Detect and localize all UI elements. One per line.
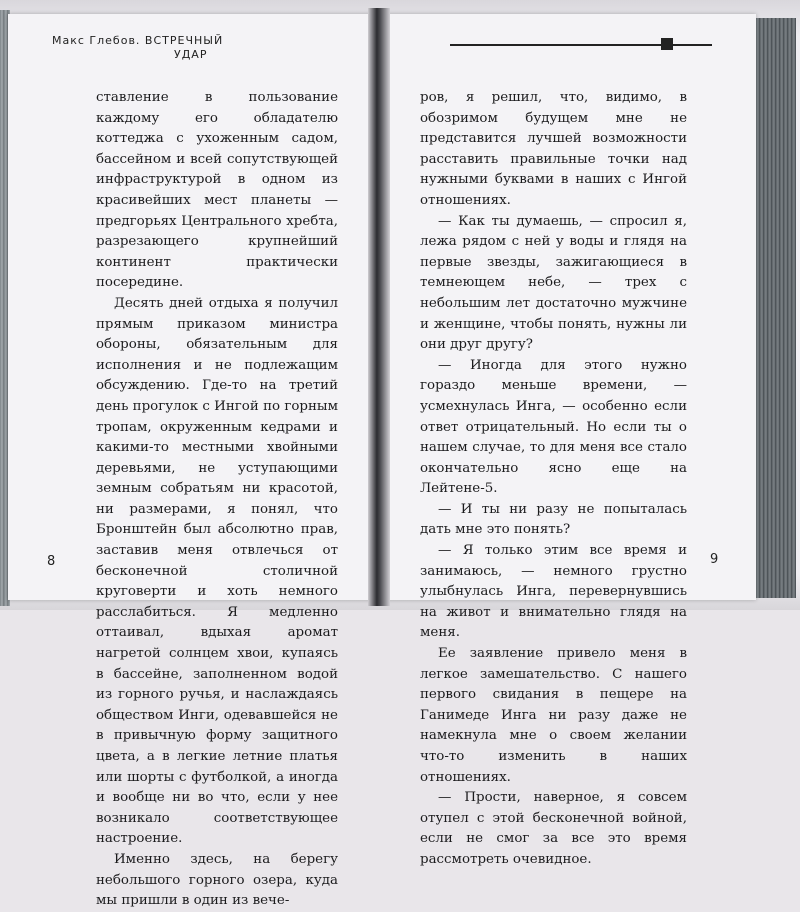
paragraph: Именно здесь, на берегу небольшого горного озера, куда мы пришли в один из вече- xyxy=(96,851,338,909)
running-head-line2: УДАР xyxy=(174,48,208,61)
left-page-text xyxy=(96,88,338,912)
running-head-line1: Макс Глебов. ВСТРЕЧНЫЙ xyxy=(52,34,224,47)
right-page-text xyxy=(420,88,687,871)
paragraph: ставление в пользование каждому его обладателю коттеджа с ухоженным садом, бассейном и всей сопутствующей инфраструктурой в одном из красивейших мест планеты — предгорьях Центрального хребта, разрезающего крупнейший континент практически посередине. xyxy=(96,90,338,291)
book-edge-right xyxy=(756,18,796,598)
book-gutter xyxy=(368,8,390,606)
paragraph: — Иногда для этого нужно гораздо меньше времени, — усмехнулась Инга, — особенно если ответ отрицательный. Но если ты о нашем случае, то для меня все стало окончательно ясно еще на Лейтене-5. xyxy=(420,357,687,497)
page-number-right: 9 xyxy=(710,552,719,567)
paragraph: ров, я решил, что, видимо, в обозримом будущем мне не представится лучшей возможности расставить правильные точки над нужными буквами в наших с Ингой отношениях. xyxy=(420,90,687,208)
paragraph: Ее заявление привело меня в легкое замешательство. С нашего первого свидания в пещере на Ганимеде Инга ни разу даже не намекнула мне о своем желании что-то изменить в наших отношениях. xyxy=(420,646,687,785)
page-number-left: 8 xyxy=(47,554,56,569)
running-head xyxy=(52,34,223,62)
paragraph: — Я только этим все время и занимаюсь, — немного грустно улыбнулась Инга, перевернувшись на живот и внимательно глядя на меня. xyxy=(420,543,687,641)
header-rule-square xyxy=(661,38,673,50)
paragraph: — Прости, наверное, я совсем отупел с этой бесконечной войной, если не смог за все это время рассмотреть очевидное. xyxy=(420,790,687,867)
paragraph: Десять дней отдыха я получил прямым приказом министра обороны, обязательным для исполнения и не подлежащим обсуждению. Где-то на третий день прогулок с Ингой по горным тропам, окруженным кедрами и какими-то местными хвойными деревьями, не уступающими земным собратьям ни красотой, ни размерами, я понял, что Бронштейн был абсолютно прав, заставив меня отвлечься от бесконечной столичной круговерти и хоть немного расслабиться. Я медленно оттаивал, вдыхая аромат нагретой солнцем хвои, купаясь в бассейне, заполненном водой из горного ручья, и наслаждаясь обществом Инги, одевавшейся не в привычную форму защитного цвета, а в легкие летние платья или шорты с футболкой, а иногда и вообще ни во что, если у нее возникало соответствующее настроение. xyxy=(96,295,338,847)
paragraph: — И ты ни разу не попыталась дать мне это понять? xyxy=(420,501,687,538)
paragraph: — Как ты думаешь, — спросил я, лежа рядом с ней у воды и глядя на первые звезды, зажигающиеся в темнеющем небе, — трех с небольшим лет достаточно мужчине и женщине, чтобы понять, нужны ли они друг другу? xyxy=(420,213,687,353)
